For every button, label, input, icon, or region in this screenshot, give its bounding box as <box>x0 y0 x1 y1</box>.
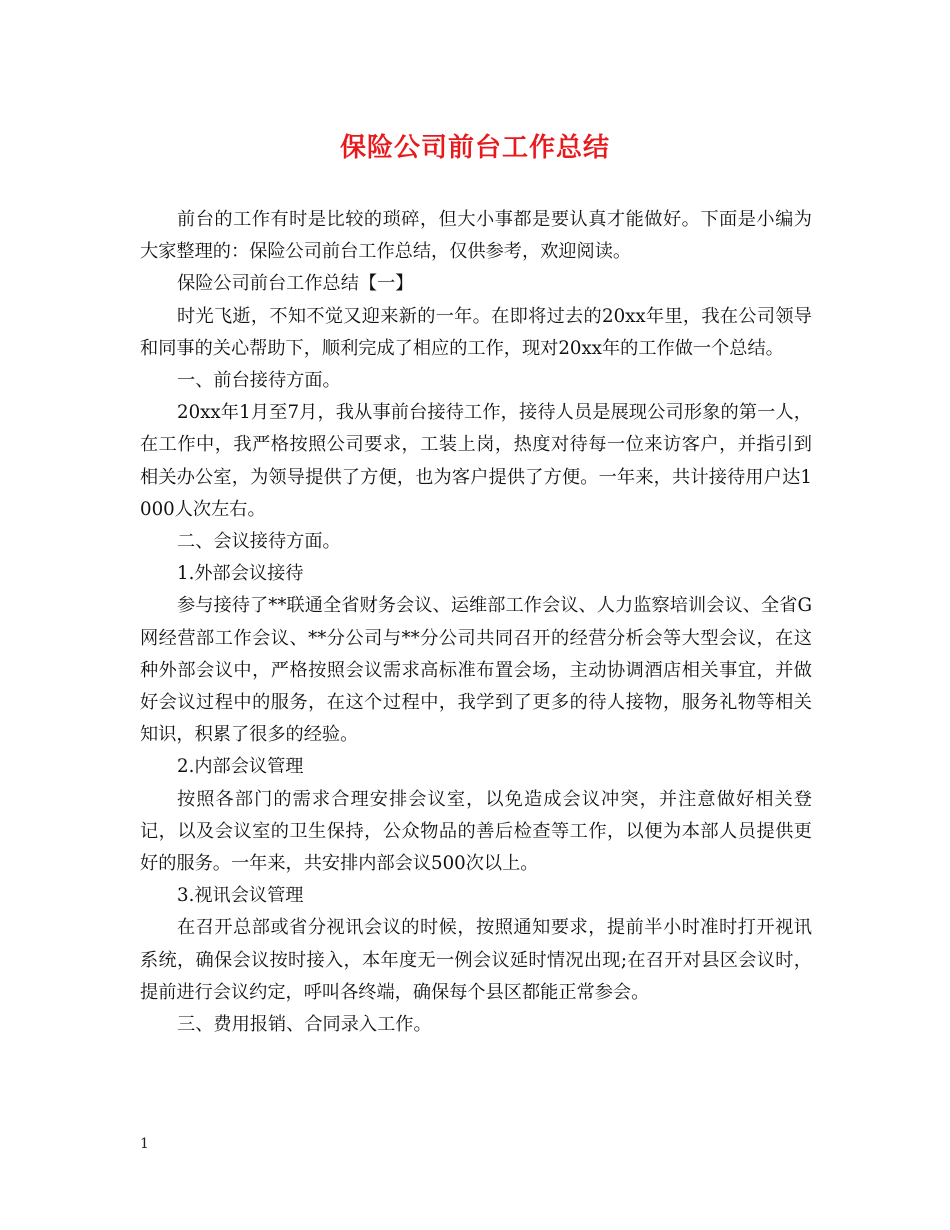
page-number: 1 <box>140 1136 149 1152</box>
intro-paragraph: 前台的工作有时是比较的琐碎，但大小事都是要认真才能做好。下面是小编为大家整理的：保险公司前台工作总结，仅供参考，欢迎阅读。 <box>140 209 812 263</box>
external-meetings-paragraph: 参与接待了**联通全省财务会议、运维部工作会议、人力监察培训会议、全省G网经营部工作会议、**分公司与**分公司共同召开的经营分析会等大型会议，在这种外部会议中，严格按照会议需求高标准布置会场，主动协调酒店相关事宜，并做好会议过程中的服务，在这个过程中，我学到了更多的待人接物，服务礼物等相关知识，积累了很多的经验。 <box>140 595 812 746</box>
subheading-video-meetings: 3.视讯会议管理 <box>177 885 304 907</box>
heading-expense-contracts: 三、费用报销、合同录入工作。 <box>177 1014 432 1036</box>
opening-paragraph: 时光飞逝，不知不觉又迎来新的一年。在即将过去的20xx年里，我在公司领导和同事的关心帮助下，顺利完成了相应的工作，现对20xx年的工作做一个总结。 <box>140 305 812 359</box>
front-desk-paragraph: 20xx年1月至7月，我从事前台接待工作，接待人员是展现公司形象的第一人，在工作中，我严格按照公司要求，工装上岗，热度对待每一位来访客户，并指引到相关办公室，为领导提供了方便，也为客户提供了方便。一年来，共计接待用户达1000人次左右。 <box>140 402 812 520</box>
internal-meetings-paragraph: 按照各部门的需求合理安排会议室，以免造成会议冲突，并注意做好相关登记，以及会议室的卫生保持，公众物品的善后检查等工作，以便为本部人员提供更好的服务。一年来，共安排内部会议500次以上。 <box>140 788 812 875</box>
heading-front-desk-reception: 一、前台接待方面。 <box>177 370 341 392</box>
document-title: 保险公司前台工作总结 <box>339 133 610 163</box>
subheading-external-meetings: 1.外部会议接待 <box>177 563 304 585</box>
video-meetings-paragraph: 在召开总部或省分视讯会议的时候，按照通知要求，提前半小时准时打开视讯系统，确保会议按时接入，本年度无一例会议延时情况出现;在召开对县区会议时，提前进行会议约定，呼叫各终端，确保每个县区都能正常参会。 <box>140 917 812 1003</box>
heading-meeting-reception: 二、会议接待方面。 <box>177 531 341 553</box>
subheading-internal-meetings: 2.内部会议管理 <box>177 756 304 778</box>
document-body <box>140 204 812 1041</box>
section-heading-part-one: 保险公司前台工作总结【一】 <box>177 273 414 295</box>
